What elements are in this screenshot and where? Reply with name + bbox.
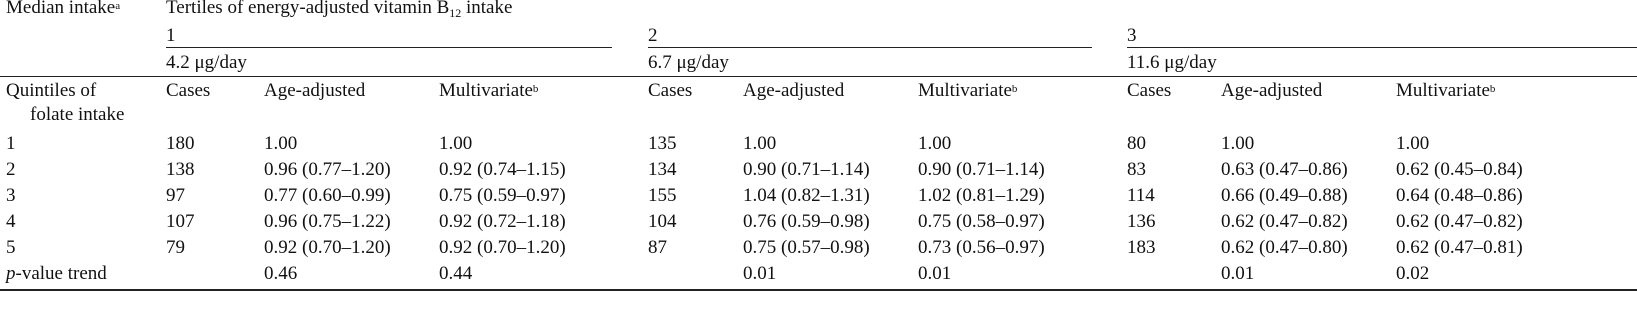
g2-cases-header: Cases (648, 80, 693, 101)
cell: 155 (648, 185, 677, 206)
cell: 1.00 (743, 133, 777, 154)
cell: 135 (648, 133, 677, 154)
row-label: 2 (6, 159, 16, 180)
group-2-number: 2 (648, 25, 658, 46)
cell: 1.04 (0.82–1.31) (743, 185, 870, 206)
cell: 1.00 (264, 133, 298, 154)
trend-cell: 0.46 (264, 263, 298, 284)
cell: 79 (166, 237, 185, 258)
group-3-rule (1127, 47, 1637, 48)
trend-label: p-value trend (6, 263, 107, 284)
cell: 0.75 (0.57–0.98) (743, 237, 870, 258)
cell: 1.00 (918, 133, 952, 154)
trend-cell: 0.44 (439, 263, 473, 284)
group-3-number: 3 (1127, 25, 1137, 46)
cell: 107 (166, 211, 195, 232)
spanner-header: Tertiles of energy-adjusted vitamin $B_{12}$ intake (166, 0, 513, 20)
cell: 1.02 (0.81–1.29) (918, 185, 1045, 206)
cell: 97 (166, 185, 185, 206)
cell: 83 (1127, 159, 1146, 180)
cell: 1.00 (439, 133, 473, 154)
bottom-rule (0, 289, 1637, 291)
g3-age-adjusted-header: Age-adjusted (1221, 80, 1323, 101)
g1-multivariate-header: Multivariate$^b$ (439, 80, 539, 101)
cell: 0.73 (0.56–0.97) (918, 237, 1045, 258)
row-label: 3 (6, 185, 16, 206)
row-label-header-line1: Quintiles of (6, 80, 97, 101)
cell: 114 (1127, 185, 1155, 206)
g1-age-adjusted-header: Age-adjusted (264, 80, 366, 101)
row-label: 1 (6, 133, 16, 154)
cell: 0.77 (0.60–0.99) (264, 185, 391, 206)
cell: 0.66 (0.49–0.88) (1221, 185, 1348, 206)
cell: 0.75 (0.58–0.97) (918, 211, 1045, 232)
cell: 0.90 (0.71–1.14) (918, 159, 1045, 180)
trend-cell: 0.02 (1396, 263, 1430, 284)
cell: 1.00 (1396, 133, 1430, 154)
cell: 180 (166, 133, 195, 154)
group-2-rule (648, 47, 1092, 48)
g3-cases-header: Cases (1127, 80, 1172, 101)
cell: 138 (166, 159, 195, 180)
cell: 104 (648, 211, 677, 232)
cell: 134 (648, 159, 677, 180)
header-rule (0, 76, 1637, 77)
cell: 0.63 (0.47–0.86) (1221, 159, 1348, 180)
cell: 0.62 (0.47–0.80) (1221, 237, 1348, 258)
cell: 1.00 (1221, 133, 1255, 154)
cell: 0.64 (0.48–0.86) (1396, 185, 1523, 206)
cell: 136 (1127, 211, 1156, 232)
cell: 0.62 (0.47–0.81) (1396, 237, 1523, 258)
cell: 0.96 (0.75–1.22) (264, 211, 391, 232)
group-1-rule (166, 47, 612, 48)
row-label: 4 (6, 211, 16, 232)
cell: 0.92 (0.74–1.15) (439, 159, 566, 180)
g2-multivariate-header: Multivariate$^b$ (918, 80, 1018, 101)
g3-multivariate-header: Multivariate$^b$ (1396, 80, 1496, 101)
trend-cell: 0.01 (743, 263, 777, 284)
cell: 0.90 (0.71–1.14) (743, 159, 870, 180)
cell: 80 (1127, 133, 1146, 154)
g1-cases-header: Cases (166, 80, 211, 101)
g2-age-adjusted-header: Age-adjusted (743, 80, 845, 101)
stub-header: Median intake$^a$ (6, 0, 121, 18)
row-label-header-line2: folate intake (30, 104, 125, 125)
trend-cell: 0.01 (1221, 263, 1255, 284)
cell: 0.92 (0.72–1.18) (439, 211, 566, 232)
cell: 0.96 (0.77–1.20) (264, 159, 391, 180)
group-1-number: 1 (166, 25, 176, 46)
cell: 0.92 (0.70–1.20) (439, 237, 566, 258)
group-2-median: 6.7 μg/day (648, 52, 729, 73)
cell: 183 (1127, 237, 1156, 258)
trend-cell: 0.01 (918, 263, 952, 284)
cell: 87 (648, 237, 667, 258)
cell: 0.76 (0.59–0.98) (743, 211, 870, 232)
group-3-median: 11.6 μg/day (1127, 52, 1217, 73)
cell: 0.62 (0.47–0.82) (1221, 211, 1348, 232)
row-label: 5 (6, 237, 16, 258)
cell: 0.75 (0.59–0.97) (439, 185, 566, 206)
group-1-median: 4.2 μg/day (166, 52, 247, 73)
cell: 0.62 (0.47–0.82) (1396, 211, 1523, 232)
cell: 0.92 (0.70–1.20) (264, 237, 391, 258)
cell: 0.62 (0.45–0.84) (1396, 159, 1523, 180)
